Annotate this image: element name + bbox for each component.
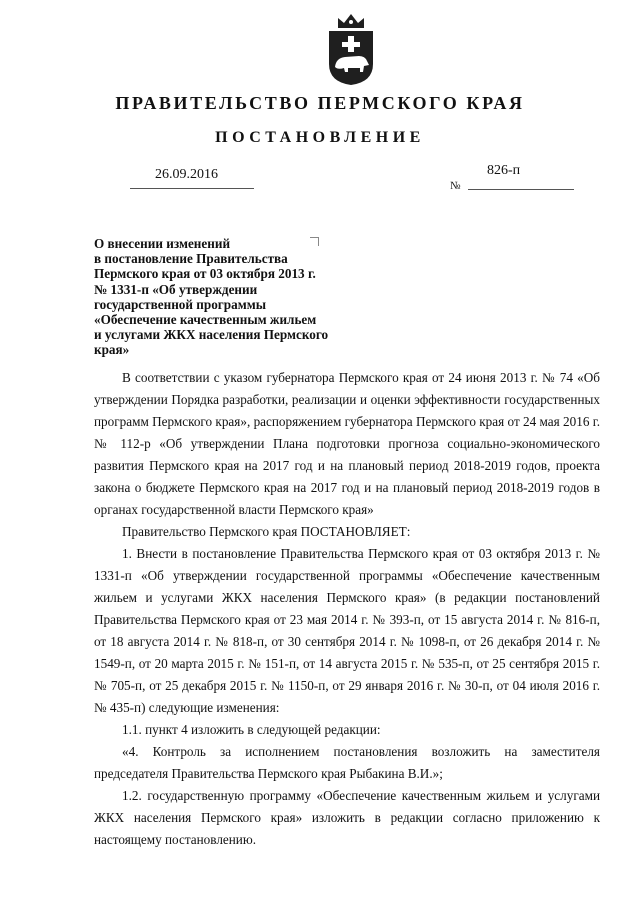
clause-1-1-text: «4. Контроль за исполнением постановления возложить на заместителя председателя Правительства Пермского края Рыбакина В.И.»; (94, 744, 600, 781)
resolution-statement: Правительство Пермского края ПОСТАНОВЛЯЕТ: (122, 524, 411, 539)
document-date: 26.09.2016 (155, 167, 218, 182)
subject-line: Пермского края от 03 октября 2013 г. (94, 266, 316, 282)
clause-1-2: 1.2. государственную программу «Обеспечение качественным жильем и услугами ЖКХ населения Пермского края» изложить в редакции согласно приложению к настоящему постановлению. (94, 788, 600, 847)
subject-line: «Обеспечение качественным жильем (94, 312, 317, 328)
government-title: ПРАВИТЕЛЬСТВО ПЕРМСКОГО КРАЯ (115, 93, 525, 113)
clause-1: 1. Внести в постановление Правительства Пермского края от 03 октября 2013 г. № 1331-п «Об утверждении государственной программы «Обеспечение качественным жильем и услугами ЖКХ населения Пермского края» (в редакции постановлений Правительства Пермского края от 23 мая 2014 г. № 393-п, от 15 августа 2014 г. № 816-п, от 18 августа 2014 г. № 818-п, от 30 сентября 2014 г. № 1098-п, от 26 декабря 2014 г. № 1549-п, от 20 марта 2015 г. № 151-п, от 14 августа 2015 г. № 535-п, от 25 сентября 2015 г. № 705-п, от 25 декабря 2015 г. № 1150-п, от 29 января 2016 г. № 30-п, от 04 июля 2016 г. № 435-п) следующие изменения: (94, 546, 600, 715)
document-body (94, 367, 600, 851)
perm-krai-coat-of-arms-icon (326, 12, 376, 86)
number-underline (468, 189, 574, 190)
subject-line: в постановление Правительства (94, 251, 288, 267)
document-number: 826-п (487, 163, 521, 178)
subject-line: государственной программы (94, 296, 266, 312)
crown-jewel-icon (349, 20, 353, 24)
subject-line: О внесении изменений (94, 236, 231, 251)
subject-line: и услугами ЖКХ населения Пермского (94, 327, 329, 343)
clause-1-1: 1.1. пункт 4 изложить в следующей редакции: (122, 722, 381, 737)
subject-line: края» (94, 342, 130, 358)
preamble-paragraph: В соответствии с указом губернатора Пермского края от 24 июня 2013 г. № 74 «Об утверждении Порядка разработки, реализации и оценки эффективности государственных программ Пермского края», распоряжением губернатора Пермского края от 24 мая 2016 г. № 112-р «Об утверждении Плана подготовки прогноза социально-экономического развития Пермского края на 2017 год и на плановый период 2018-2019 годов, проекта закона о бюджете Пермского края на 2017 год и на плановый период 2018-2019 годов в органах государственной власти Пермского края» (94, 370, 600, 517)
subject-line: № 1331-п «Об утверждении (94, 281, 258, 297)
document-subject (94, 236, 374, 358)
document-type: ПОСТАНОВЛЕНИЕ (215, 129, 425, 146)
number-sign: № (450, 180, 461, 192)
date-underline (130, 188, 254, 189)
